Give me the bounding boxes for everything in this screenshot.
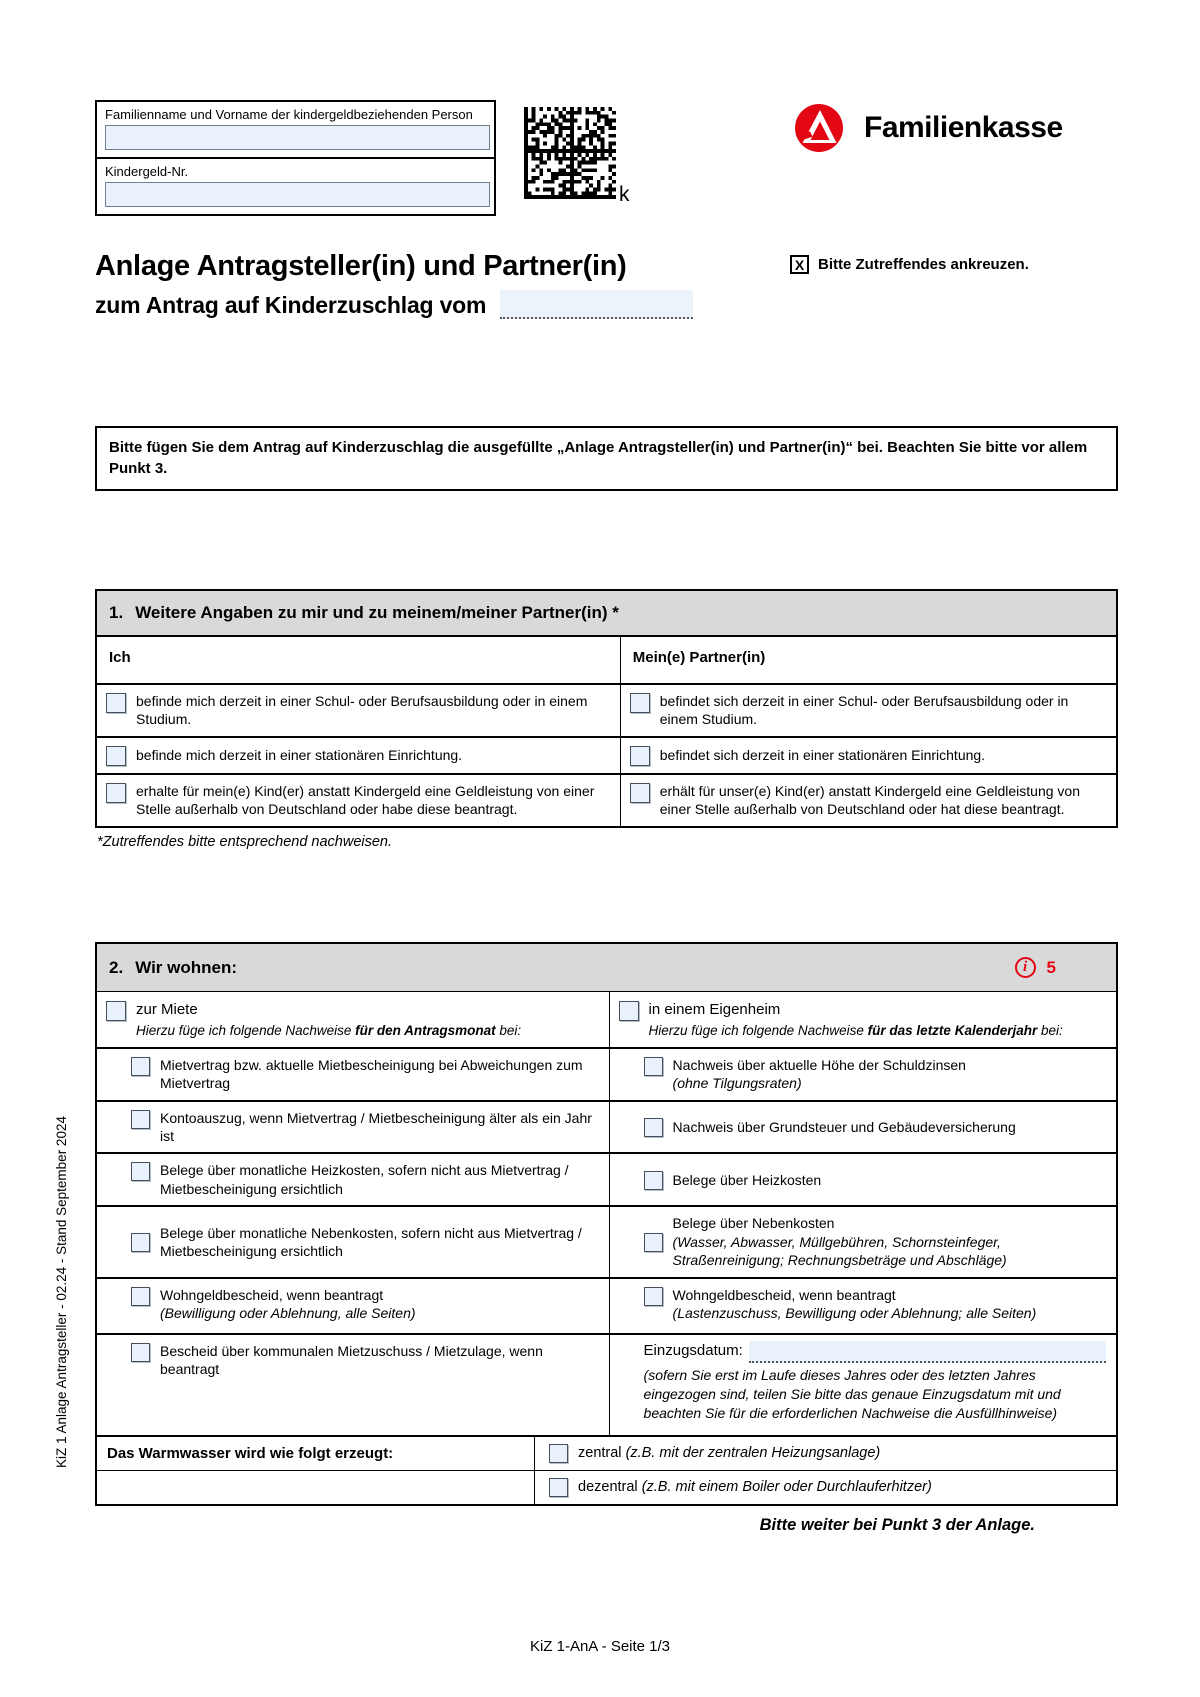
einzugsdatum-note: (sofern Sie erst im Laufe dieses Jahres oder des letzten Jahres eingezogen sind, teilen Sie bitte das genaue Einzugsdatum mit und beachten Sie für die erforderlichen Nachweise die Ausfüllhinweise) (643, 1367, 1061, 1422)
table-row (97, 1277, 1116, 1333)
cell-dezentral (534, 1471, 1116, 1504)
checkbox-zentral[interactable] (549, 1444, 568, 1463)
option-note: (Bewilligung oder Ablehnung, alle Seiten) (160, 1305, 416, 1322)
bundesagentur-logo-icon (795, 104, 843, 152)
option-label: Wohngeldbescheid, wenn beantragt (672, 1286, 896, 1303)
column-header-partner: Mein(e) Partner(in) (632, 649, 766, 666)
option-block (673, 1056, 966, 1093)
checkbox-zur-miete[interactable] (106, 1001, 126, 1021)
subtitle-row (95, 290, 693, 319)
checkbox-kontoauszug[interactable] (131, 1110, 150, 1129)
checkbox-partner-einrichtung[interactable] (630, 746, 650, 766)
cell-zur-miete (97, 992, 610, 1047)
section2-number: 2. (109, 957, 124, 977)
option-label: Belege über monatliche Heizkosten, sofern nicht aus Mietvertrag / Mietbescheinigung ersichtlich (160, 1162, 569, 1197)
section2-table (95, 942, 1118, 1506)
cell-wohngeld-miete (97, 1279, 610, 1333)
warmwasser-empty-cell (97, 1471, 534, 1504)
einzugsdatum-row (644, 1341, 1106, 1363)
option-block (673, 1214, 1106, 1269)
checkbox-ich-ausbildung[interactable] (106, 693, 126, 713)
option-label: Bescheid über kommunalen Mietzuschuss / Mietzulage, wenn beantragt (160, 1342, 543, 1378)
continue-note: Bitte weiter bei Punkt 3 der Anlage. (759, 1516, 1035, 1534)
option-label: Belege über monatliche Nebenkosten, sofern nicht aus Mietvertrag / Mietbescheinigung ersichtlich (160, 1224, 582, 1260)
checkbox-ich-geldleistung[interactable] (106, 783, 126, 803)
checkbox-nebenkosten-eigenheim[interactable] (644, 1233, 663, 1252)
option-label: zur Miete (136, 1001, 198, 1018)
checkbox-heizkosten-miete[interactable] (131, 1162, 150, 1181)
option-label: Kontoauszug, wenn Mietvertrag / Mietbescheinigung älter als ein Jahr ist (160, 1109, 592, 1145)
option-note: (ohne Tilgungsraten) (672, 1075, 802, 1092)
option-label: befinde mich derzeit in einer Schul- oder Berufsausbildung oder in einem Studium. (136, 693, 588, 728)
option-block (649, 1000, 1063, 1040)
checkbox-partner-geldleistung[interactable] (630, 783, 650, 803)
cell-partner-geldleistung (621, 775, 1116, 826)
cell-mietzuschuss (97, 1335, 610, 1435)
section1-table (95, 589, 1118, 828)
cell-kontoauszug (97, 1102, 610, 1153)
section2-heading (97, 944, 1116, 992)
section1-heading (97, 591, 1116, 637)
cell-nebenkosten-miete (97, 1207, 610, 1276)
option-block (160, 1286, 416, 1326)
option-hint: Hierzu füge ich folgende Nachweise für das letzte Kalenderjahr bei: (648, 1022, 1063, 1038)
datamatrix-svg (524, 107, 616, 199)
warmwasser-row (97, 1435, 1116, 1470)
einzugsdatum-input[interactable] (749, 1341, 1106, 1363)
section1-title: Weitere Angaben zu mir und zu meinem/meiner Partner(in) * (135, 603, 619, 622)
option-label: Wohngeldbescheid, wenn beantragt (160, 1286, 384, 1303)
familienkasse-logo (795, 104, 1063, 152)
einzugsdatum-label: Einzugsdatum: (643, 1341, 743, 1359)
cell-schuldzinsen (610, 1049, 1116, 1100)
option-label: erhalte für mein(e) Kind(er) anstatt Kindergeld eine Geldleistung von einer Stelle außerhalb von Deutschland oder habe diese beantragt. (136, 782, 595, 818)
checkbox-eigenheim[interactable] (619, 1001, 639, 1021)
option-label: Nachweis über aktuelle Höhe der Schuldzinsen (672, 1056, 966, 1073)
option-hint: Hierzu füge ich folgende Nachweise für den Antragsmonat bei: (136, 1022, 522, 1038)
barcode-suffix-label: k (619, 183, 630, 206)
info-icon: i (1015, 957, 1036, 978)
crossed-checkbox-icon: X (790, 255, 809, 274)
name-cell (97, 102, 494, 157)
datamatrix-barcode (524, 107, 616, 199)
option-label: dezentral (z.B. mit einem Boiler oder Durchlauferhitzer) (578, 1479, 932, 1496)
option-note: (z.B. mit einem Boiler oder Durchlauferhitzer) (641, 1479, 932, 1496)
option-label: Belege über Heizkosten (672, 1171, 822, 1188)
table-row (97, 685, 1116, 736)
cell-partner-ausbildung (621, 685, 1116, 736)
cell-eigenheim (610, 992, 1116, 1047)
section2-info (1015, 957, 1056, 978)
table-row (97, 1205, 1116, 1276)
table-row (97, 736, 1116, 773)
kindergeld-cell (97, 157, 494, 214)
checkbox-mietzuschuss[interactable] (131, 1343, 150, 1362)
table-row (97, 1047, 1116, 1100)
name-label: Familienname und Vorname der kindergeldbeziehenden Person (105, 107, 473, 122)
section2-title: Wir wohnen: (135, 957, 238, 977)
checkbox-heizkosten-eigenheim[interactable] (644, 1171, 663, 1190)
cell-heizkosten-miete (97, 1154, 610, 1205)
table-row (97, 1333, 1116, 1435)
option-note: (Lastenzuschuss, Bewilligung oder Ablehnung; alle Seiten) (672, 1305, 1037, 1322)
option-label: erhält für unser(e) Kind(er) anstatt Kindergeld eine Geldleistung von einer Stelle außerhalb von Deutschland oder hat diese beantragt. (659, 782, 1080, 818)
warmwasser-row (97, 1470, 1116, 1504)
option-label: in einem Eigenheim (648, 1001, 781, 1018)
option-block (673, 1286, 1037, 1326)
checkbox-dezentral[interactable] (549, 1478, 568, 1497)
cell-ich-ausbildung (97, 685, 621, 736)
checkbox-partner-ausbildung[interactable] (630, 693, 650, 713)
logo-wordmark: Familienkasse (864, 111, 1063, 144)
cell-partner-einrichtung (621, 738, 1116, 773)
kindergeld-nr-input[interactable] (105, 182, 490, 207)
section1-column-headers (97, 637, 1116, 685)
option-label: Belege über Nebenkosten (672, 1215, 835, 1232)
section1-number: 1. (109, 603, 124, 622)
id-box (95, 100, 496, 216)
antrag-date-input[interactable] (500, 290, 693, 319)
option-note: (z.B. mit der zentralen Heizungsanlage) (625, 1445, 881, 1462)
option-label: befindet sich derzeit in einer stationären Einrichtung. (659, 747, 986, 764)
notice-box: Bitte fügen Sie dem Antrag auf Kinderzuschlag die ausgefüllte „Anlage Antragsteller(in) und Partner(in)“ bei. Beachten Sie bitte vor allem Punkt 3. (95, 426, 1118, 491)
option-label: Nachweis über Grundsteuer und Gebäudeversicherung (672, 1118, 1016, 1135)
option-label: befinde mich derzeit in einer stationären Einrichtung. (136, 747, 463, 764)
warmwasser-label: Das Warmwasser wird wie folgt erzeugt: (107, 1444, 394, 1462)
cell-ich-geldleistung (97, 775, 621, 826)
checkbox-ich-einrichtung[interactable] (106, 746, 126, 766)
checkbox-schuldzinsen[interactable] (644, 1057, 663, 1076)
cell-nebenkosten-eigenheim (610, 1207, 1116, 1276)
housing-option-row (97, 992, 1116, 1047)
checkbox-wohngeld-eigenheim[interactable] (644, 1287, 663, 1306)
ankreuzen-hint (790, 255, 1029, 274)
info-number: 5 (1046, 957, 1056, 977)
name-input[interactable] (105, 125, 490, 150)
checkbox-mietvertrag[interactable] (131, 1057, 150, 1076)
ankreuzen-label: Bitte Zutreffendes ankreuzen. (818, 256, 1029, 273)
checkbox-nebenkosten-miete[interactable] (131, 1233, 150, 1252)
checkbox-grundsteuer[interactable] (644, 1118, 663, 1137)
cell-ich-einrichtung (97, 738, 621, 773)
column-header-ich: Ich (97, 637, 621, 683)
cell-einzugsdatum (610, 1335, 1116, 1435)
page-number: KiZ 1-AnA - Seite 1/3 (529, 1638, 671, 1655)
subtitle: zum Antrag auf Kinderzuschlag vom (95, 292, 487, 318)
cell-zentral (534, 1437, 1116, 1470)
option-label: Mietvertrag bzw. aktuelle Mietbescheinigung bei Abweichungen zum Mietvertrag (160, 1056, 583, 1092)
option-label: zentral (z.B. mit der zentralen Heizungsanlage) (578, 1445, 881, 1462)
cell-grundsteuer (610, 1102, 1116, 1153)
section1-footnote: *Zutreffendes bitte entsprechend nachweisen. (97, 834, 393, 850)
page-title: Anlage Antragsteller(in) und Partner(in) (95, 250, 627, 282)
option-note: (Wasser, Abwasser, Müllgebühren, Schornsteinfeger, Straßenreinigung; Rechnungsbeträge und Abschläge) (672, 1233, 1007, 1269)
table-row (97, 1152, 1116, 1205)
option-block (136, 1000, 521, 1040)
kindergeld-nr-label: Kindergeld-Nr. (105, 164, 189, 179)
cell-wohngeld-eigenheim (610, 1279, 1116, 1333)
checkbox-wohngeld-miete[interactable] (131, 1287, 150, 1306)
table-row (97, 773, 1116, 826)
table-row (97, 1100, 1116, 1153)
cell-mietvertrag (97, 1049, 610, 1100)
form-version-sidebar: KiZ 1 Anlage Antragsteller - 02.24 - Stand September 2024 (54, 1116, 69, 1468)
option-label: befindet sich derzeit in einer Schul- oder Berufsausbildung oder in einem Studium. (659, 693, 1069, 728)
cell-heizkosten-eigenheim (610, 1154, 1116, 1205)
